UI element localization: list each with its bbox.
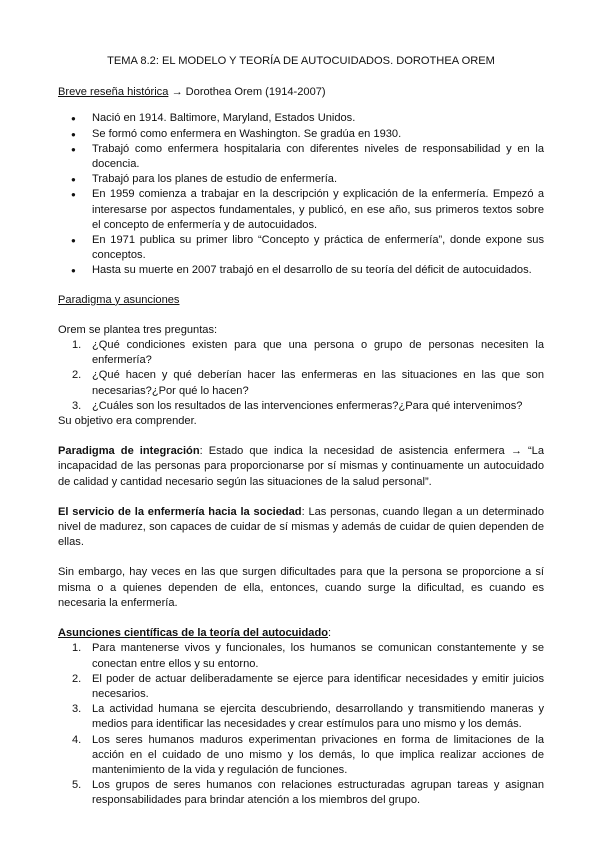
assumption-item bbox=[58, 702, 544, 732]
history-list bbox=[58, 111, 544, 278]
service-text: : Las personas, cuando llegan a un determinado nivel de madurez, son capaces de cuidar de sí mismas y además de cuidar de quien dependen de ellas. bbox=[58, 505, 544, 549]
service-paragraph bbox=[58, 505, 544, 551]
assumption-text: Para mantenerse vivos y funcionales, los humanos se comunican constantemente y se conectan entre ellos y su entorno. bbox=[92, 642, 544, 670]
paradigm-objective: Su objetivo era comprender. bbox=[58, 415, 197, 428]
question-text: ¿Qué condiciones existen para que una persona o grupo de personas necesiten la enfermería? bbox=[92, 339, 544, 367]
integration-label: Paradigma de integración bbox=[58, 445, 200, 458]
question-number: 1. bbox=[72, 339, 82, 352]
page-title: TEMA 8.2: EL MODELO Y TEORÍA DE AUTOCUIDADOS. DOROTHEA OREM bbox=[107, 55, 495, 67]
assumption-text: Los grupos de seres humanos con relaciones estructuradas agrupan tareas y asignan responsabilidades para brindar atención a los miembros del grupo. bbox=[92, 779, 544, 807]
questions-list bbox=[58, 338, 544, 414]
assumption-text: Los seres humanos maduros experimentan privaciones en forma de limitaciones de la acción en el cuidado de uno mismo y los demás, lo que implica realizar acciones de mantenimiento de la vida y regulación de funciones. bbox=[92, 733, 544, 776]
assumption-text: El poder de actuar deliberadamente se ejerce para identificar necesidades y emitir juicios necesarios. bbox=[92, 672, 544, 700]
assumption-item bbox=[58, 733, 544, 779]
history-item: ● Trabajó como enfermera hospitalaria con diferentes niveles de responsabilidad y en la docencia. bbox=[58, 142, 544, 172]
assumption-number: 3. bbox=[72, 703, 82, 716]
question-text: ¿Cuáles son los resultados de las intervenciones enfermeras?¿Para qué intervenimos? bbox=[92, 399, 523, 412]
assumption-number: 5. bbox=[72, 779, 82, 792]
assumption-number: 2. bbox=[72, 672, 82, 685]
document-page bbox=[58, 54, 544, 809]
history-heading: Breve reseña histórica bbox=[58, 86, 169, 99]
history-item: ● Nació en 1914. Baltimore, Maryland, Estados Unidos. bbox=[58, 111, 544, 126]
assumptions-colon: : bbox=[328, 627, 332, 640]
assumption-text: La actividad humana se ejercita descubriendo, desarrollando y transmitiendo maneras y medios para identificar las necesidades y crear estímulos para uno mismo y los demás. bbox=[92, 703, 544, 731]
paradigm-intro: Orem se plantea tres preguntas: bbox=[58, 323, 218, 336]
assumptions-heading-line bbox=[58, 626, 544, 641]
question-text: ¿Qué hacen y qué deberían hacer las enfermeras en las situaciones en las que son necesarias?¿Por qué lo hacen? bbox=[92, 369, 544, 397]
history-item: ● En 1959 comienza a trabajar en la descripción y explicación de la enfermería. Empezó a interesarse por aspectos fundamentales, y publicó, en ese año, sus primeros textos sobre el concepto de enfermería y de autocuidados. bbox=[58, 187, 544, 233]
assumptions-heading: Asunciones científicas de la teoría del autocuidado bbox=[58, 627, 329, 640]
assumption-item bbox=[58, 672, 544, 702]
paradigm-heading: Paradigma y asunciones bbox=[58, 293, 180, 306]
history-subject: → Dorothea Orem (1914-2007) bbox=[168, 86, 326, 99]
history-item: ● En 1971 publica su primer libro “Concepto y práctica de enfermería”, donde expone sus conceptos. bbox=[58, 233, 544, 263]
assumptions-list bbox=[58, 641, 544, 808]
history-item: ● Trabajó para los planes de estudio de enfermería. bbox=[58, 172, 544, 187]
assumption-item bbox=[58, 778, 544, 808]
question-number: 2. bbox=[72, 369, 82, 382]
service-label: El servicio de la enfermería hacia la sociedad bbox=[58, 505, 302, 518]
question-item bbox=[58, 368, 544, 398]
assumption-item bbox=[58, 641, 544, 671]
history-item: ● Hasta su muerte en 2007 trabajó en el desarrollo de su teoría del déficit de autocuidados. bbox=[58, 263, 544, 278]
however-paragraph: Sin embargo, hay veces en las que surgen dificultades para que la persona se proporcione a sí misma o a quienes dependen de ella, entonces, cuando surge la dificultad, es cuando es necesaria la enfermería. bbox=[58, 566, 544, 609]
integration-paragraph bbox=[58, 444, 544, 490]
integration-text: : Estado que indica la necesidad de asistencia enfermera → “La incapacidad de las personas para proporcionarse por sí mismas y continuamente un autocuidado de calidad y cantidad necesario según las situaciones de la salud personal”. bbox=[58, 445, 544, 488]
assumption-number: 1. bbox=[72, 642, 82, 655]
question-item bbox=[58, 399, 544, 414]
history-heading-line bbox=[58, 85, 544, 100]
history-item: ● Se formó como enfermera en Washington. Se gradúa en 1930. bbox=[58, 127, 544, 142]
question-item bbox=[58, 338, 544, 368]
question-number: 3. bbox=[72, 399, 82, 412]
assumption-number: 4. bbox=[72, 733, 82, 746]
